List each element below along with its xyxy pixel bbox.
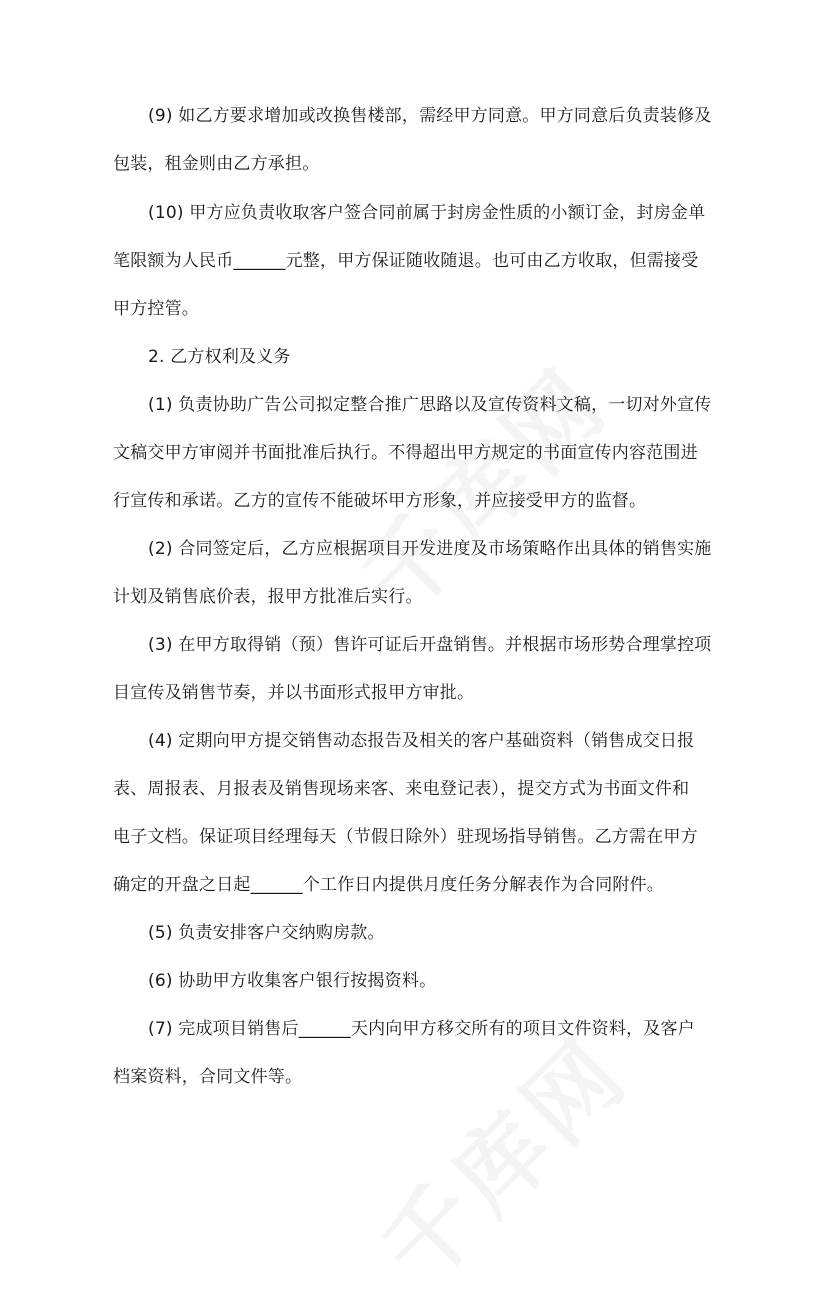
- paragraph-2-line-1: (2) 合同签定后，乙方应根据项目开发进度及市场策略作出具体的销售实施: [148, 539, 712, 559]
- paragraph-3-line-1: (3) 在甲方取得销（预）售许可证后开盘销售。并根据市场形势合理掌控项: [148, 635, 712, 655]
- paragraph-3-line-2: 目宣传及销售节奏，并以书面形式报甲方审批。: [113, 683, 475, 703]
- paragraph-4-line-3: 电子文档。保证项目经理每天（节假日除外）驻现场指导销售。乙方需在甲方: [113, 827, 698, 847]
- paragraph-9-line-1: (9) 如乙方要求增加或改换售楼部，需经甲方同意。甲方同意后负责装修及: [148, 106, 712, 126]
- paragraph-1-line-1: (1) 负责协助广告公司拟定整合推广思路以及宣传资料文稿，一切对外宣传: [148, 395, 712, 415]
- paragraph-10-line-2: 笔限额为人民币______元整，甲方保证随收随退。也可由乙方收取，但需接受: [113, 251, 699, 271]
- paragraph-7-line-1: (7) 完成项目销售后______天内向甲方移交所有的项目文件资料，及客户: [148, 1019, 695, 1039]
- paragraph-1-line-3: 行宣传和承诺。乙方的宣传不能破坏甲方形象，并应接受甲方的监督。: [113, 491, 647, 511]
- watermark: [347, 1003, 652, 1308]
- paragraph-1-line-2: 文稿交甲方审阅并书面批准后执行。不得超出甲方规定的书面宣传内容范围进: [113, 443, 698, 463]
- paragraph-2-line-2: 计划及销售底价表，报甲方批准后实行。: [113, 587, 423, 607]
- paragraph-4-line-2: 表、周报表、月报表及销售现场来客、来电登记表），提交方式为书面文件和: [113, 779, 690, 799]
- paragraph-10-line-1: (10) 甲方应负责收取客户签合同前属于封房金性质的小额订金，封房金单: [148, 203, 706, 223]
- paragraph-9-line-2: 包装，租金则由乙方承担。: [113, 154, 320, 174]
- paragraph-7-line-2: 档案资料，合同文件等。: [113, 1067, 303, 1087]
- section-heading: 2. 乙方权利及义务: [148, 347, 291, 367]
- paragraph-10-line-3: 甲方控管。: [113, 299, 199, 319]
- paragraph-4-line-1: (4) 定期向甲方提交销售动态报告及相关的客户基础资料（销售成交日报: [148, 731, 695, 751]
- paragraph-6-line-1: (6) 协助甲方收集客户银行按揭资料。: [148, 971, 437, 991]
- paragraph-5-line-1: (5) 负责安排客户交纳购房款。: [148, 923, 385, 943]
- paragraph-4-line-4: 确定的开盘之日起______个工作日内提供月度任务分解表作为合同附件。: [113, 875, 664, 895]
